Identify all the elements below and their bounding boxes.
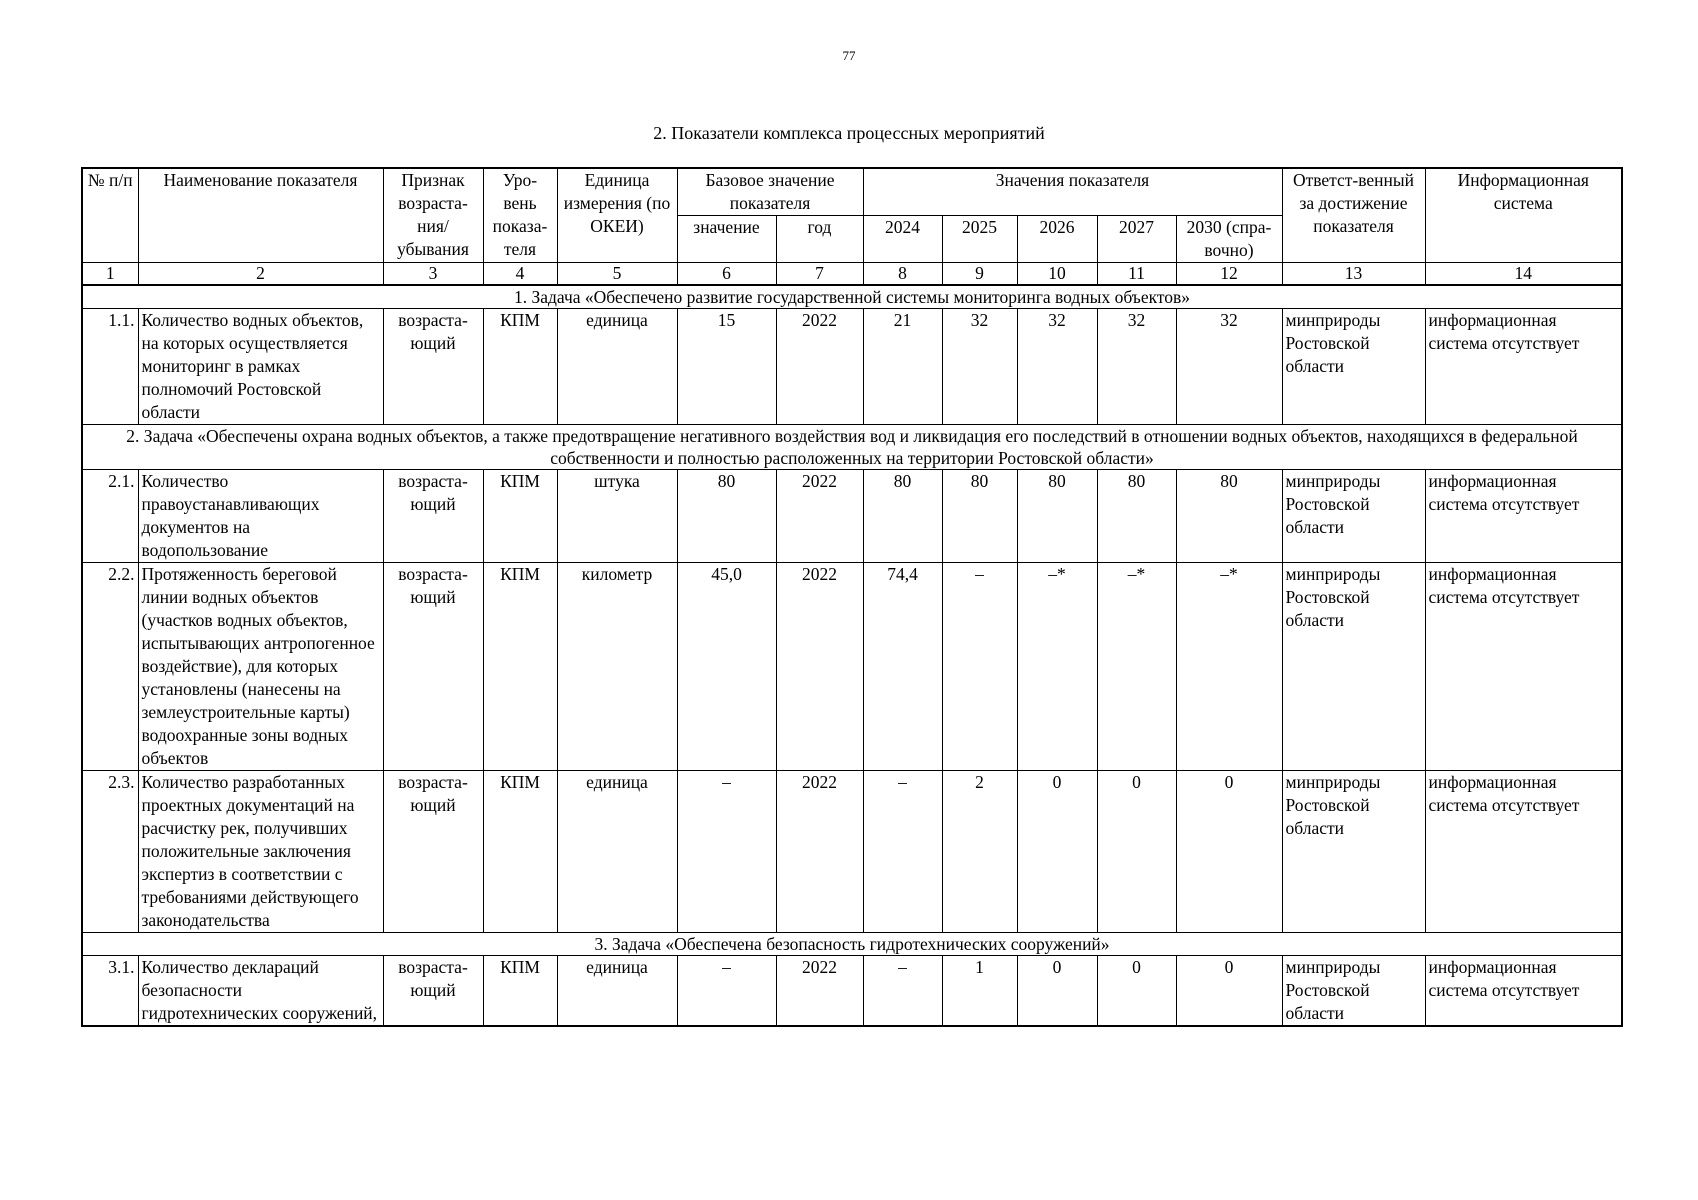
column-number: 11 <box>1097 263 1176 286</box>
row-num: 1.1. <box>82 309 138 425</box>
value-2027: –* <box>1097 563 1176 771</box>
header-name: Наименование показателя <box>138 168 383 263</box>
column-number: 3 <box>383 263 483 286</box>
trend: возраста-ющий <box>383 563 483 771</box>
value-2030: 0 <box>1176 956 1282 1027</box>
indicator-name: Протяженность береговой линии водных объектов (участков водных объектов, испытывающих антропогенное воздействие), для которых установлены (нанесены на землеустроительные карты) водоохранные зоны водных объектов <box>138 563 383 771</box>
responsible: минприроды Ростовской области <box>1282 956 1425 1027</box>
trend: возраста-ющий <box>383 771 483 933</box>
responsible: минприроды Ростовской области <box>1282 771 1425 933</box>
value-2025: 2 <box>942 771 1017 933</box>
header-trend: Признак возраста-ния/ убывания <box>383 168 483 263</box>
header-2026: 2026 <box>1017 216 1097 263</box>
header-2024: 2024 <box>863 216 942 263</box>
header-level: Уро-вень показа-теля <box>483 168 557 263</box>
page-number: 77 <box>842 48 856 63</box>
header-infosystem: Информационная система <box>1425 168 1622 263</box>
value-2024: 74,4 <box>863 563 942 771</box>
column-number: 8 <box>863 263 942 286</box>
trend: возраста-ющий <box>383 956 483 1027</box>
trend: возраста-ющий <box>383 309 483 425</box>
header-base-value: значение <box>677 216 776 263</box>
indicator-name: Количество разработанных проектных документаций на расчистку рек, получивших положительные заключения экспертиз в соответствии с требованиями действующего законодательства <box>138 771 383 933</box>
column-number-row <box>82 263 1622 286</box>
column-number: 14 <box>1425 263 1622 286</box>
base-year: 2022 <box>776 563 863 771</box>
value-2026: –* <box>1017 563 1097 771</box>
task-heading-row <box>82 933 1622 956</box>
header-num: № п/п <box>82 168 138 263</box>
base-value: – <box>677 771 776 933</box>
value-2025: 80 <box>942 470 1017 563</box>
value-2024: 21 <box>863 309 942 425</box>
task-heading-row <box>82 285 1622 309</box>
value-2026: 0 <box>1017 771 1097 933</box>
base-value: 80 <box>677 470 776 563</box>
value-2030: –* <box>1176 563 1282 771</box>
value-2025: 1 <box>942 956 1017 1027</box>
task-title: 3. Задача «Обеспечена безопасность гидротехнических сооружений» <box>82 933 1622 956</box>
unit: километр <box>557 563 677 771</box>
value-2027: 0 <box>1097 956 1176 1027</box>
level: КПМ <box>483 309 557 425</box>
value-2027: 32 <box>1097 309 1176 425</box>
responsible: минприроды Ростовской области <box>1282 563 1425 771</box>
indicators-table <box>81 167 1623 1027</box>
base-value: 45,0 <box>677 563 776 771</box>
infosystem: информационная система отсутствует <box>1425 470 1622 563</box>
row-num: 3.1. <box>82 956 138 1027</box>
value-2025: 32 <box>942 309 1017 425</box>
indicator-name: Количество деклараций безопасности гидротехнических сооружений, <box>138 956 383 1027</box>
base-value: 15 <box>677 309 776 425</box>
level: КПМ <box>483 563 557 771</box>
header-2030: 2030 (спра-вочно) <box>1176 216 1282 263</box>
table-row <box>82 563 1622 771</box>
row-num: 2.1. <box>82 470 138 563</box>
task-title: 1. Задача «Обеспечено развитие государственной системы мониторинга водных объектов» <box>82 285 1622 309</box>
base-year: 2022 <box>776 309 863 425</box>
column-number: 2 <box>138 263 383 286</box>
responsible: минприроды Ростовской области <box>1282 470 1425 563</box>
value-2030: 0 <box>1176 771 1282 933</box>
header-2027: 2027 <box>1097 216 1176 263</box>
value-2026: 80 <box>1017 470 1097 563</box>
unit: единица <box>557 771 677 933</box>
indicator-name: Количество водных объектов, на которых осуществляется мониторинг в рамках полномочий Ростовской области <box>138 309 383 425</box>
base-year: 2022 <box>776 771 863 933</box>
header-row <box>82 168 1622 216</box>
infosystem: информационная система отсутствует <box>1425 563 1622 771</box>
column-number: 5 <box>557 263 677 286</box>
header-base-year: год <box>776 216 863 263</box>
value-2024: – <box>863 956 942 1027</box>
section-title: 2. Показатели комплекса процессных мероприятий <box>653 123 1045 143</box>
header-values: Значения показателя <box>863 168 1282 216</box>
level: КПМ <box>483 771 557 933</box>
level: КПМ <box>483 470 557 563</box>
value-2027: 0 <box>1097 771 1176 933</box>
column-number: 7 <box>776 263 863 286</box>
table-row <box>82 309 1622 425</box>
column-number: 12 <box>1176 263 1282 286</box>
row-num: 2.2. <box>82 563 138 771</box>
table-row <box>82 771 1622 933</box>
infosystem: информационная система отсутствует <box>1425 309 1622 425</box>
value-2024: 80 <box>863 470 942 563</box>
value-2026: 32 <box>1017 309 1097 425</box>
indicator-name: Количество правоустанавливающих документов на водопользование <box>138 470 383 563</box>
base-year: 2022 <box>776 956 863 1027</box>
column-number: 6 <box>677 263 776 286</box>
column-number: 1 <box>82 263 138 286</box>
value-2026: 0 <box>1017 956 1097 1027</box>
trend: возраста-ющий <box>383 470 483 563</box>
column-number: 9 <box>942 263 1017 286</box>
header-responsible: Ответст-венный за достижение показателя <box>1282 168 1425 263</box>
column-number: 10 <box>1017 263 1097 286</box>
unit: штука <box>557 470 677 563</box>
value-2030: 80 <box>1176 470 1282 563</box>
infosystem: информационная система отсутствует <box>1425 771 1622 933</box>
header-base: Базовое значение показателя <box>677 168 863 216</box>
header-unit: Единица измерения (по ОКЕИ) <box>557 168 677 263</box>
task-title: 2. Задача «Обеспечены охрана водных объектов, а также предотвращение негативного воздействия вод и ликвидация его последствий в отношении водных объектов, находящихся в федеральной собственности и полностью расположенных на территории Ростовской области» <box>82 425 1622 470</box>
base-value: – <box>677 956 776 1027</box>
unit: единица <box>557 956 677 1027</box>
column-number: 13 <box>1282 263 1425 286</box>
responsible: минприроды Ростовской области <box>1282 309 1425 425</box>
base-year: 2022 <box>776 470 863 563</box>
header-2025: 2025 <box>942 216 1017 263</box>
value-2025: – <box>942 563 1017 771</box>
table-row <box>82 956 1622 1027</box>
level: КПМ <box>483 956 557 1027</box>
row-num: 2.3. <box>82 771 138 933</box>
table-row <box>82 470 1622 563</box>
value-2030: 32 <box>1176 309 1282 425</box>
task-heading-row <box>82 425 1622 470</box>
column-number: 4 <box>483 263 557 286</box>
value-2024: – <box>863 771 942 933</box>
unit: единица <box>557 309 677 425</box>
infosystem: информационная система отсутствует <box>1425 956 1622 1027</box>
value-2027: 80 <box>1097 470 1176 563</box>
